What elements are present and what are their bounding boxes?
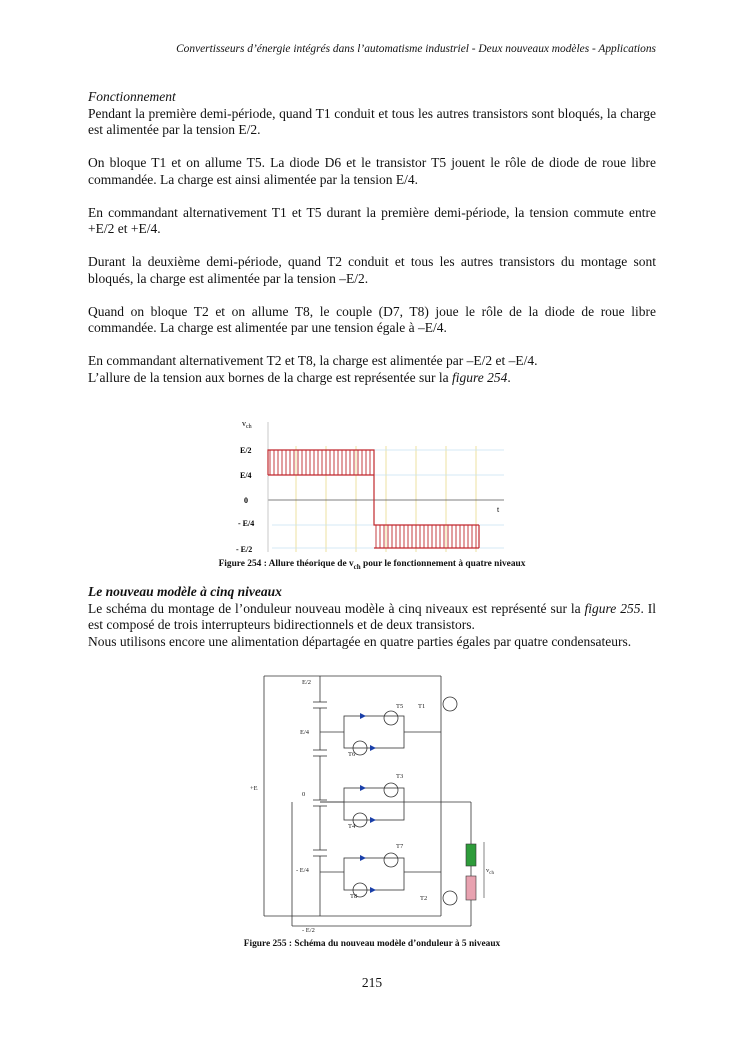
diode-icon — [360, 855, 366, 861]
time-axis-label: t — [497, 505, 500, 514]
schema-label-plus-e: +E — [250, 785, 258, 792]
level-label-zero: 0 — [244, 496, 248, 505]
load-inductor — [466, 876, 476, 900]
paragraph-7: Le schéma du montage de l’onduleur nouveau modèle à cinq niveaux est représenté sur la figure 255. Il est composé de trois interrupteurs bidirectionnels et de deux transistors. — [88, 600, 657, 632]
section-heading-2: Le nouveau modèle à cinq niveaux — [88, 584, 282, 599]
diode-icon — [370, 817, 376, 823]
load-resistor — [466, 844, 476, 866]
figure-ref-254: figure 254 — [451, 369, 508, 385]
paragraph-2: On bloque T1 et on allume T5. La diode D6 et le transistor T5 jouent le rôle de diode de roue libre commandée. La charge est ainsi alimentée par la tension E/4. — [88, 155, 656, 187]
page-number: 215 — [361, 975, 383, 990]
running-header: Convertisseurs d’énergie intégrés dans l’automatisme industriel - Deux nouveaux modèles - Applications — [176, 43, 656, 55]
paragraph-6-line-1: En commandant alternativement T2 et T8, la charge est alimentée par –E/2 et –E/4. — [88, 353, 538, 368]
diode-icon — [360, 785, 366, 791]
paragraph-6: En commandant alternativement T2 et T8, la charge est alimentée par –E/2 et –E/4. L’allure de la tension aux bornes de la charge est représentée sur la figure 254. — [88, 353, 538, 385]
paragraph-3: En commandant alternativement T1 et T5 durant la première demi-période, la tension commute entre +E/2 et +E/4. — [88, 204, 656, 236]
paragraph-8: Nous utilisons encore une alimentation départagée en quatre parties égales par quatre condensateurs. — [88, 633, 632, 649]
figure-254-waveform — [232, 414, 512, 554]
section-fonctionnement — [88, 89, 656, 386]
schema-label-e4: E/4 — [300, 729, 310, 736]
schema-label-e2: E/2 — [302, 679, 312, 686]
schema-label-t8: T8 — [350, 893, 358, 900]
schema-label-t1: T1 — [418, 703, 426, 710]
schema-label-t6: T6 — [348, 751, 356, 758]
figure-254-caption: Figure 254 : Allure théorique de $v_{ch}$ pour le fonctionnement à quatre niveaux — [218, 559, 526, 571]
figure-255-caption: Figure 255 : Schéma du nouveau modèle d’onduleur à 5 niveaux — [243, 939, 501, 949]
paragraph-4: Durant la deuxième demi-période, quand T2 conduit et tous les autres transistors du montage sont bloqués, la charge est alimentée par la tension –E/2. — [88, 254, 656, 286]
paragraph-5: Quand on bloque T2 et on allume T8, le couple (D7, T8) joue le rôle de la diode de roue libre commandée. La charge est alimentée par une tension égale à –E/4. — [88, 303, 656, 335]
level-label-me2: - E/2 — [236, 545, 253, 554]
waveform-trace — [268, 450, 479, 548]
schema-label-t2: T2 — [420, 895, 428, 902]
schema-label-me2: - E/2 — [302, 927, 315, 934]
figure-ref-255: figure 255 — [584, 600, 641, 616]
section-heading: Fonctionnement — [88, 89, 176, 104]
level-label-me4: - E/4 — [238, 519, 255, 528]
paragraph-1: Pendant la première demi-période, quand T1 conduit et tous les autres transistors sont bloqués, la charge est alimentée par la tension E/2. — [88, 105, 656, 137]
paragraph-6-line-2: L’allure de la tension aux bornes de la charge est représentée sur la — [88, 369, 452, 385]
figure-255-schematic — [246, 670, 498, 936]
diode-icon — [370, 745, 376, 751]
voltage-axis-label: $v_{ch}$ — [242, 419, 252, 430]
schema-label-zero: 0 — [302, 791, 306, 798]
diode-icon — [370, 887, 376, 893]
schema-label-t5: T5 — [396, 703, 404, 710]
diodes — [360, 713, 376, 893]
section-cinq-niveaux — [88, 584, 656, 650]
schema-label-me4: - E/4 — [296, 867, 309, 874]
diode-icon — [360, 713, 366, 719]
schema-label-vch: $v_{ch}$ — [486, 867, 494, 876]
schema-label-t4: T4 — [348, 823, 356, 830]
level-label-e4: E/4 — [240, 471, 252, 480]
level-label-e2: E/2 — [240, 446, 252, 455]
schema-label-t3: T3 — [396, 773, 404, 780]
schema-label-t7: T7 — [396, 843, 404, 850]
